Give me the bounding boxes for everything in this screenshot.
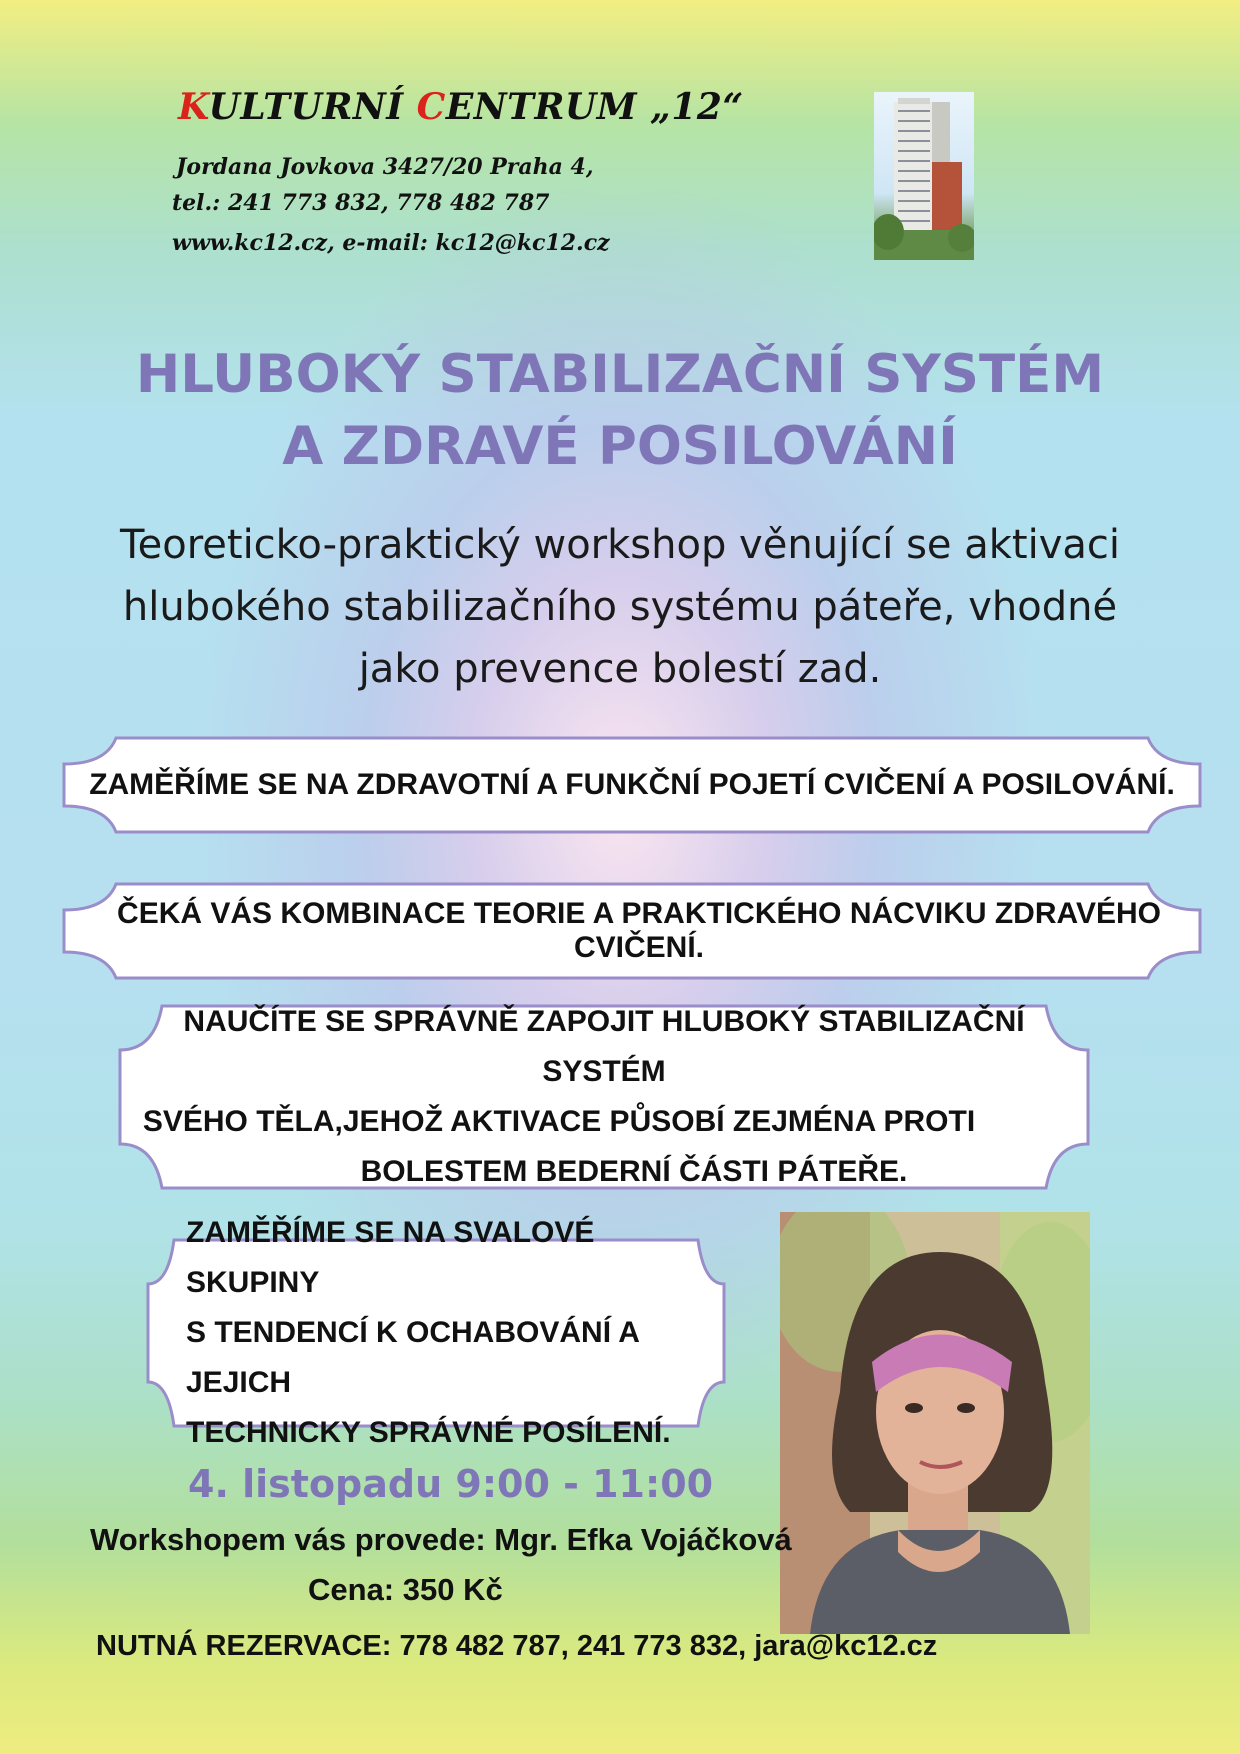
feature-box-2 bbox=[62, 882, 1202, 980]
feature-box-4-line1: ZAMĚŘÍME SE NA SVALOVÉ SKUPINY bbox=[186, 1216, 595, 1299]
feature-box-3-line3: BOLESTEM BEDERNÍ ČÁSTI PÁTEŘE. bbox=[360, 1155, 908, 1188]
center-name-part1: ULTURNÍ bbox=[208, 86, 417, 128]
center-name-initial-k: K bbox=[178, 86, 209, 128]
feature-box-3-line2: SVÉHO TĚLA,JEHOŽ AKTIVACE PŮSOBÍ ZEJMÉNA PROTI bbox=[142, 1105, 976, 1138]
intro-line3: jako prevence bolestí zad. bbox=[358, 646, 882, 692]
center-web-email: www.kc12.cz, e-mail: kc12@kc12.cz bbox=[172, 230, 610, 256]
feature-box-4 bbox=[146, 1216, 726, 1449]
feature-box-3-line1: NAUČÍTE SE SPRÁVNĚ ZAPOJIT HLUBOKÝ STABILIZAČNÍ SYSTÉM bbox=[183, 1005, 1025, 1088]
building-photo bbox=[874, 92, 974, 260]
instructor-portrait-photo bbox=[780, 1212, 1090, 1634]
workshop-intro bbox=[60, 514, 1180, 700]
intro-line2: hlubokého stabilizačního systému páteře, vhodné bbox=[122, 584, 1118, 630]
feature-box-3 bbox=[118, 1004, 1090, 1190]
workshop-title-line2: A ZDRAVÉ POSILOVÁNÍ bbox=[282, 416, 958, 477]
feature-box-4-text bbox=[146, 1216, 726, 1449]
feature-box-1-text: ZAMĚŘÍME SE NA ZDRAVOTNÍ A FUNKČNÍ POJETÍ CVIČENÍ A POSILOVÁNÍ. bbox=[89, 768, 1175, 801]
feature-box-1 bbox=[62, 736, 1202, 834]
feature-box-4-line3: TECHNICKY SPRÁVNÉ POSÍLENÍ. bbox=[186, 1416, 671, 1449]
event-date-time: 4. listopadu 9:00 - 11:00 bbox=[188, 1462, 714, 1506]
workshop-title-line1: HLUBOKÝ STABILIZAČNÍ SYSTÉM bbox=[135, 344, 1105, 405]
center-address: Jordana Jovkova 3427/20 Praha 4, bbox=[176, 154, 594, 180]
event-reservation: NUTNÁ REZERVACE: 778 482 787, 241 773 832, jara@kc12.cz bbox=[96, 1630, 938, 1662]
event-guide: Workshopem vás provede: Mgr. Efka Vojáčková bbox=[90, 1522, 792, 1557]
center-phone: tel.: 241 773 832, 778 482 787 bbox=[172, 190, 550, 216]
feature-box-3-text bbox=[118, 1004, 1090, 1190]
feature-box-4-line2: S TENDENCÍ K OCHABOVÁNÍ A JEJICH bbox=[186, 1316, 639, 1399]
feature-box-2-text: ČEKÁ VÁS KOMBINACE TEORIE A PRAKTICKÉHO NÁCVIKU ZDRAVÉHO CVIČENÍ. bbox=[117, 897, 1161, 964]
event-price: Cena: 350 Kč bbox=[308, 1572, 503, 1607]
center-name bbox=[178, 86, 744, 128]
center-name-part2: ENTRUM „12“ bbox=[445, 86, 744, 128]
center-name-initial-c: C bbox=[416, 86, 446, 128]
intro-line1: Teoreticko-praktický workshop věnující se aktivaci bbox=[119, 522, 1121, 568]
